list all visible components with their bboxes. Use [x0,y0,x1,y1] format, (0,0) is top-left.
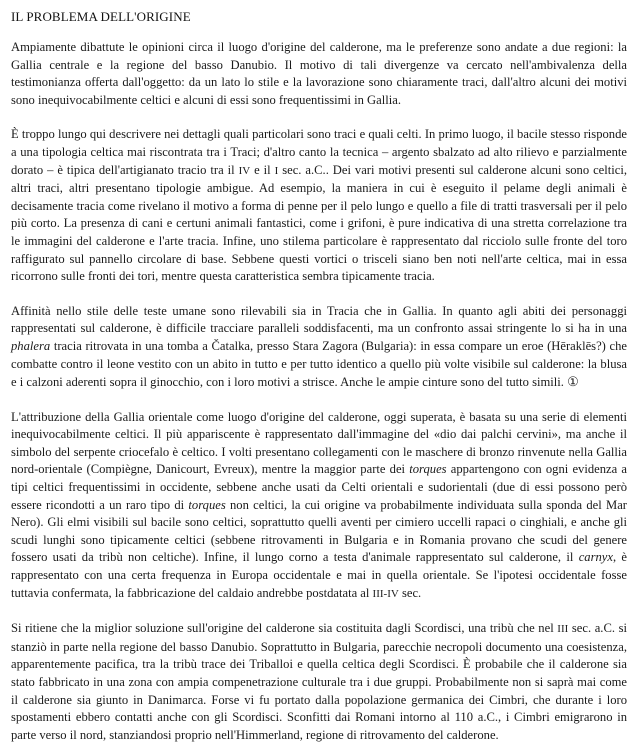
paragraph-text: L'attribuzione della Gallia orientale come luogo d'origine del calderone, oggi superata, è basata su una serie di elementi inequivocabilmente celtici. Il più appariscente è rappresentato dall'immagine del «dio dai palchi cervini», ma anche il simbolo del serpente criocefalo è celtico. I volti presentano collegamenti con le maschere di bronzo rinvenute nella Gallia nord-orientale (Compiègne, Danicourt, Evreux), mentre la maggior parte dei [11,409,627,477]
italic-term: carnyx [578,550,613,565]
italic-term: torques [188,497,226,512]
paragraph-text: È troppo lungo qui descrivere nei dettagli quali particolari sono traci e quali celti. In primo luogo, il bacile stesso risponde a una tipologia celtica mai riscontrata tra i Traci; d'altro canto la tecnica – argento sbalzato ad alto rilievo e parzialmente dorato – è tipica dell'artigianato tracio tra il [11,127,627,177]
paragraph-text: appartengono con ogni evidenza a tipi celtici frequentissimi in occidente, sebbene anche usati da Celti orientali e sudorientali (due di essi possono però essere ricondotti a un raro tipo di [11,462,627,512]
footnote-marker[interactable]: ① [567,374,579,390]
paragraph-text: e il [250,162,275,177]
paragraph-text: , è rappresentato con una certa frequenza in Europa occidentale e mai in quella orientale. Se l'ipotesi occidentale fosse tuttavia confermata, la fabbricazione del caldaio andrebbe postdatata al [11,550,627,600]
paragraph-text: sec. [398,585,422,600]
century-numeral: III [557,623,569,636]
century-numeral: I [274,164,279,177]
italic-term: torques [409,462,447,477]
paragraph-5 [11,620,627,744]
paragraph-text: Affinità nello stile delle teste umane sono rilevabili sia in Tracia che in Gallia. In quanto agli abiti dei personaggi rappresentati sul calderone, è difficile tracciare paralleli soddisfacenti, ma un confronto assai stringente lo si ha in una [11,303,627,336]
century-numeral: III-IV [372,587,399,600]
paragraph-text: tracia ritrovata in una tomba a Čatalka, presso Stara Zagora (Bulgaria): in essa compare un eroe (Hēraklēs?) che combatte contro il leone vestito con un abito in tutto e per tutto identico a quello più volte visibile sul calderone: la blusa e i calzoni aderenti sopra il ginocchio, con i loro motivi a strisce. Anche le ampie cinture sono del tutto simili. [11,338,627,390]
paragraph-text: sec. a.C. si stanziò in parte nella regione del basso Danubio. Soprattutto in Bulgaria, parecchie necropoli documento una coesistenza, apparentemente pacifica, tra la tribù trace dei Triballoi e quella celtica degli Scordisci. È probabile che il calderone sia stato fabbricato in una zona con ampia compenetrazione culturale tra i due gruppi. Probabilmente non si saprà mai come il calderone sia giunto in Danimarca. Forse vi fu portato dalla popolazione germanica dei Cimbri, che durante i loro spostamenti ebbero contatti anche con gli Scordisci. Sconfitti dai Romani intorno al 110 a.C., i Cimbri emigrarono in parte verso il nord, stanziandosi proprio nell'Himmerland, regione di ritrovamento del calderone. [11,621,627,742]
paragraph-3 [11,303,627,392]
italic-term: phalera [11,338,51,353]
paragraph-2 [11,126,627,285]
paragraph-text: non celtici, la cui origine va probabilmente individuata sulla sponda del Mar Nero). Gli elmi visibili sul bacile sono celtici, soprattutto quelli aventi per cimiero uccelli rapaci o cinghiali, e anche gli scudi lunghi sono tipicamente celtici (sebbene ritrovamenti in Bulgaria e in Romania provano che scudi del genere fossero usati da tribù non celtiche). Infine, il lungo corno a testa d'animale rappresentato sul calderone, il [11,497,627,565]
century-numeral: IV [238,164,251,177]
section-title: IL PROBLEMA DELL'ORIGINE [11,9,191,24]
paragraph-text: Ampiamente dibattute le opinioni circa il luogo d'origine del calderone, ma le preferenze sono andate a due regioni: la Gallia centrale e la regione del basso Danubio. Il motivo di tali divergenze va cercato nell'ambivalenza della testimonianza offerta dall'oggetto: da un lato lo stile e la lavorazione sono chiaramente traci, dall'altro alcuni dei motivi sono inequivocabilmente celtici e alcuni di essi sono frequentissimi in Gallia. [11,40,627,107]
paragraph-1 [11,39,627,109]
paragraph-4 [11,409,627,604]
paragraph-text: Si ritiene che la miglior soluzione sull'origine del calderone sia costituita dagli Scordisci, una tribù che nel [11,621,558,636]
paragraph-text: sec. a.C.. Dei vari motivi presenti sul calderone alcuni sono celtici, altri traci, altri presentano tipologie ambigue. Ad esempio, la maniera in cui è eseguito il pelame degli animali è decisamente tracia come rivelano il motivo a forma di penne per il pelo lungo e quello a file di tratti trasversali per il pelo più corto. La presenza di cani e certuni animali fantastici, come i grifoni, è pure indicativa di una stretta correlazione tra le immagini del calderone e l'arte tracia. Infine, uno stilema particolare è rappresentato dal ricciolo sulle fronte del toro raffigurato sul pannello circolare di base. Sebbene questi vortici o trisceli siano ben noti nell'arte celtica, mai in essa ricorrono sulle fronti dei tori, mentre questa caratteristica sembra tipicamente tracia. [11,162,627,284]
